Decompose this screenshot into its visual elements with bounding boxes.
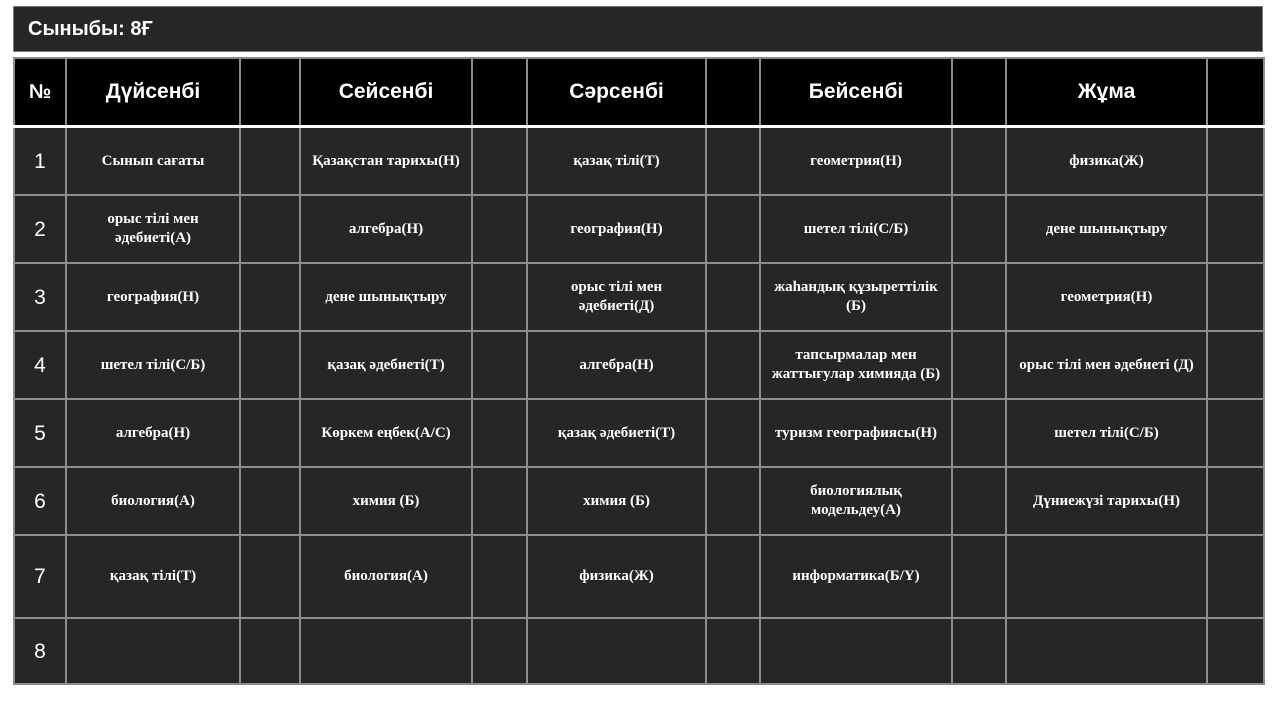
spacer-cell <box>240 399 300 467</box>
table-row <box>14 399 1264 467</box>
spacer-cell <box>472 127 527 196</box>
spacer-cell <box>472 535 527 618</box>
spacer-cell <box>240 195 300 263</box>
lesson-cell-tuesday: Қазақстан тарихы(Н) <box>300 127 472 196</box>
header-spacer <box>1207 58 1264 127</box>
table-row <box>14 263 1264 331</box>
schedule-body <box>14 127 1264 685</box>
header-day-wednesday: Сәрсенбі <box>527 58 706 127</box>
lesson-number: 3 <box>14 263 66 331</box>
lesson-cell-monday: география(Н) <box>66 263 240 331</box>
spacer-cell <box>952 331 1006 399</box>
spacer-cell <box>472 195 527 263</box>
spacer-cell <box>1207 195 1264 263</box>
lesson-cell-tuesday: химия (Б) <box>300 467 472 535</box>
lesson-cell-monday: қазақ тілі(Т) <box>66 535 240 618</box>
lesson-cell-wednesday: қазақ тілі(Т) <box>527 127 706 196</box>
spacer-cell <box>472 618 527 684</box>
spacer-cell <box>706 467 760 535</box>
header-spacer <box>240 58 300 127</box>
header-spacer <box>952 58 1006 127</box>
table-row <box>14 127 1264 196</box>
lesson-number: 4 <box>14 331 66 399</box>
lesson-cell-thursday <box>760 618 952 684</box>
spacer-cell <box>706 535 760 618</box>
lesson-number: 5 <box>14 399 66 467</box>
lesson-cell-monday: шетел тілі(С/Б) <box>66 331 240 399</box>
spacer-cell <box>240 331 300 399</box>
lesson-cell-tuesday: Көркем еңбек(А/С) <box>300 399 472 467</box>
lesson-cell-thursday: шетел тілі(С/Б) <box>760 195 952 263</box>
lesson-cell-monday: орыс тілі мен әдебиеті(А) <box>66 195 240 263</box>
class-title: Сыныбы: 8Ғ <box>28 17 153 40</box>
spacer-cell <box>706 399 760 467</box>
lesson-cell-monday: биология(А) <box>66 467 240 535</box>
table-row <box>14 331 1264 399</box>
lesson-cell-wednesday: алгебра(Н) <box>527 331 706 399</box>
lesson-cell-friday: шетел тілі(С/Б) <box>1006 399 1207 467</box>
spacer-cell <box>240 618 300 684</box>
lesson-cell-thursday: биологиялық модельдеу(А) <box>760 467 952 535</box>
header-day-thursday: Бейсенбі <box>760 58 952 127</box>
spacer-cell <box>240 467 300 535</box>
spacer-cell <box>1207 127 1264 196</box>
spacer-cell <box>1207 399 1264 467</box>
lesson-cell-friday: физика(Ж) <box>1006 127 1207 196</box>
spacer-cell <box>706 618 760 684</box>
spacer-cell <box>952 399 1006 467</box>
header-spacer <box>706 58 760 127</box>
spacer-cell <box>952 127 1006 196</box>
spacer-cell <box>1207 618 1264 684</box>
lesson-cell-tuesday: биология(А) <box>300 535 472 618</box>
header-lesson-number: № <box>14 58 66 127</box>
lesson-cell-wednesday: химия (Б) <box>527 467 706 535</box>
lesson-cell-thursday: информатика(Б/Ү) <box>760 535 952 618</box>
lesson-cell-wednesday: география(Н) <box>527 195 706 263</box>
class-title-bar <box>13 6 1263 52</box>
header-row <box>14 58 1264 127</box>
lesson-cell-friday: орыс тілі мен әдебиеті (Д) <box>1006 331 1207 399</box>
lesson-cell-tuesday: дене шынықтыру <box>300 263 472 331</box>
lesson-cell-wednesday: қазақ әдебиеті(Т) <box>527 399 706 467</box>
lesson-cell-thursday: тапсырмалар мен жаттығулар химияда (Б) <box>760 331 952 399</box>
spacer-cell <box>472 399 527 467</box>
spacer-cell <box>952 618 1006 684</box>
lesson-cell-tuesday: алгебра(Н) <box>300 195 472 263</box>
spacer-cell <box>952 195 1006 263</box>
header-day-monday: Дүйсенбі <box>66 58 240 127</box>
lesson-number: 2 <box>14 195 66 263</box>
lesson-cell-monday: алгебра(Н) <box>66 399 240 467</box>
lesson-cell-tuesday: қазақ әдебиеті(Т) <box>300 331 472 399</box>
lesson-cell-thursday: геометрия(Н) <box>760 127 952 196</box>
lesson-cell-friday: геометрия(Н) <box>1006 263 1207 331</box>
spacer-cell <box>240 263 300 331</box>
header-spacer <box>472 58 527 127</box>
lesson-number: 1 <box>14 127 66 196</box>
spacer-cell <box>1207 535 1264 618</box>
lesson-cell-thursday: туризм географиясы(Н) <box>760 399 952 467</box>
spacer-cell <box>1207 467 1264 535</box>
lesson-cell-monday <box>66 618 240 684</box>
lesson-cell-friday <box>1006 618 1207 684</box>
table-row <box>14 535 1264 618</box>
spacer-cell <box>706 195 760 263</box>
lesson-cell-thursday: жаһандық құзыреттілік (Б) <box>760 263 952 331</box>
spacer-cell <box>1207 331 1264 399</box>
lesson-cell-wednesday <box>527 618 706 684</box>
lesson-cell-monday: Сынып сағаты <box>66 127 240 196</box>
schedule-table <box>13 57 1265 685</box>
lesson-number: 6 <box>14 467 66 535</box>
spacer-cell <box>472 467 527 535</box>
spacer-cell <box>706 263 760 331</box>
spacer-cell <box>706 127 760 196</box>
header-day-tuesday: Сейсенбі <box>300 58 472 127</box>
spacer-cell <box>952 263 1006 331</box>
spacer-cell <box>706 331 760 399</box>
spacer-cell <box>472 331 527 399</box>
spacer-cell <box>952 467 1006 535</box>
spacer-cell <box>1207 263 1264 331</box>
lesson-number: 7 <box>14 535 66 618</box>
lesson-cell-wednesday: орыс тілі мен әдебиеті(Д) <box>527 263 706 331</box>
spacer-cell <box>240 127 300 196</box>
lesson-cell-friday: дене шынықтыру <box>1006 195 1207 263</box>
table-row <box>14 618 1264 684</box>
table-row <box>14 195 1264 263</box>
lesson-cell-friday: Дүниежүзі тарихы(Н) <box>1006 467 1207 535</box>
spacer-cell <box>952 535 1006 618</box>
header-day-friday: Жұма <box>1006 58 1207 127</box>
lesson-number: 8 <box>14 618 66 684</box>
lesson-cell-wednesday: физика(Ж) <box>527 535 706 618</box>
lesson-cell-friday <box>1006 535 1207 618</box>
spacer-cell <box>240 535 300 618</box>
spacer-cell <box>472 263 527 331</box>
lesson-cell-tuesday <box>300 618 472 684</box>
table-row <box>14 467 1264 535</box>
